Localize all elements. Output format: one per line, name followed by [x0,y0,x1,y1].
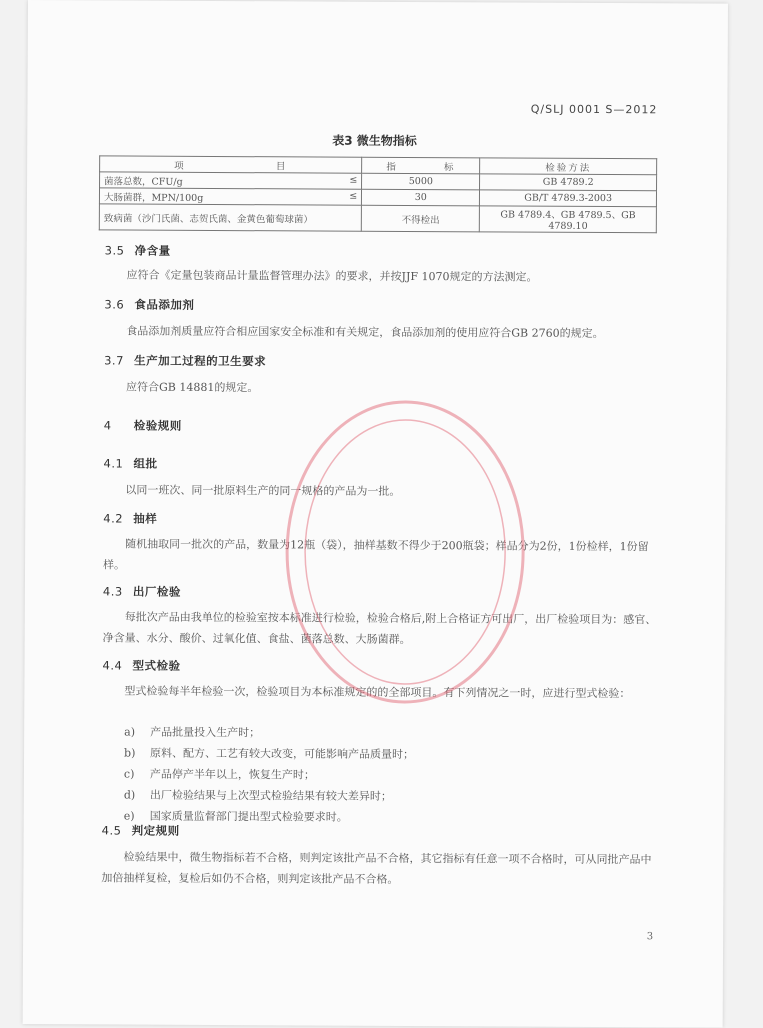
inspection-conditions-list [124,722,415,829]
section-3-7-heading: 3.7 生产加工过程的卫生要求 [104,352,266,369]
list-item: c) 产品停产半年以上，恢复生产时； [124,764,414,787]
row-item: 致病菌（沙门氏菌、志贺氏菌、金黄色葡萄球菌） [104,210,313,225]
section-3-6-heading: 3.6 食品添加剂 [104,296,194,312]
section-4-5-text: 检验结果中，微生物指标若不合格，则判定该批产品不合格，其它指标有任意一项不合格时，可从同批产品中加倍抽样复检，复检后如仍不合格，则判定该批产品不合格。 [101,846,656,891]
official-seal-stamp [274,391,536,712]
list-item: d) 出厂检验结果与上次型式检验结果有较大差异时； [124,785,414,808]
row-value: 不得检出 [362,205,480,232]
section-4-3-heading: 4.3 出厂检验 [103,583,181,599]
row-item: 大肠菌群，MPN/100g [104,189,203,204]
section-3-6-text: 食品添加剂质量应符合相应国家安全标准和有关规定，食品添加剂的使用应符合GB 2760的规定。 [104,320,659,344]
page-number: 3 [647,931,653,942]
list-item: e) 国家质量监督部门提出型式检验要求时。 [124,806,414,829]
row-method: GB 4789.2 [480,174,657,191]
section-3-5-heading: 3.5 净含量 [105,242,171,258]
section-4-heading: 4 检验规则 [104,417,182,433]
row-operator: ≤ [349,174,357,188]
row-value: 5000 [362,173,480,190]
section-4-4-heading: 4.4 型式检验 [102,657,180,673]
section-4-3-text: 每批次产品由我单位的检验室按本标准进行检验，检验合格后,附上合格证方可出厂，出厂检验项目为：感官、净含量、水分、酸价、过氧化值、食盐、菌落总数、大肠菌群。 [103,606,658,651]
section-4-2-text: 随机抽取同一批次的产品，数量为12瓶（袋），抽样基数不得少于200瓶袋；样品分为2份，1份检样，1份留样。 [103,533,658,578]
header-item: 项 目 [100,156,362,173]
section-4-1-heading: 4.1 组批 [104,455,158,471]
row-method: GB/T 4789.3-2003 [480,190,657,207]
standard-code: Q/SLJ 0001 S—2012 [531,103,658,117]
table-title: 表3 微生物指标 [332,132,417,149]
section-3-7-text: 应符合GB 14881的规定。 [104,376,659,400]
section-4-5-heading: 4.5 判定规则 [102,822,180,838]
section-3-5-text: 应符合《定量包装商品计量监督管理办法》的要求，并按JJF 1070规定的方法测定。 [105,264,660,288]
section-4-1-text: 以同一班次、同一批原料生产的同一规格的产品为一批。 [103,479,658,503]
list-item: b) 原料、配方、工艺有较大改变，可能影响产品质量时； [124,743,414,766]
header-method: 检验方法 [480,158,657,175]
section-4-2-heading: 4.2 抽样 [103,510,157,526]
section-4-4-text: 型式检验每半年检验一次，检验项目为本标准规定的的全部项目。有下列情况之一时，应进行型式检验： [102,680,657,704]
header-value: 指 标 [362,157,480,174]
row-item: 菌落总数，CFU/g [104,173,183,187]
document-page [23,0,728,1028]
row-value: 30 [362,189,480,206]
list-item: a) 产品批量投入生产时； [124,722,414,745]
microbiology-table [99,155,657,233]
row-operator: ≤ [349,190,357,204]
row-method: GB 4789.4、GB 4789.5、GB 4789.10 [480,206,657,233]
table-row [99,204,656,233]
